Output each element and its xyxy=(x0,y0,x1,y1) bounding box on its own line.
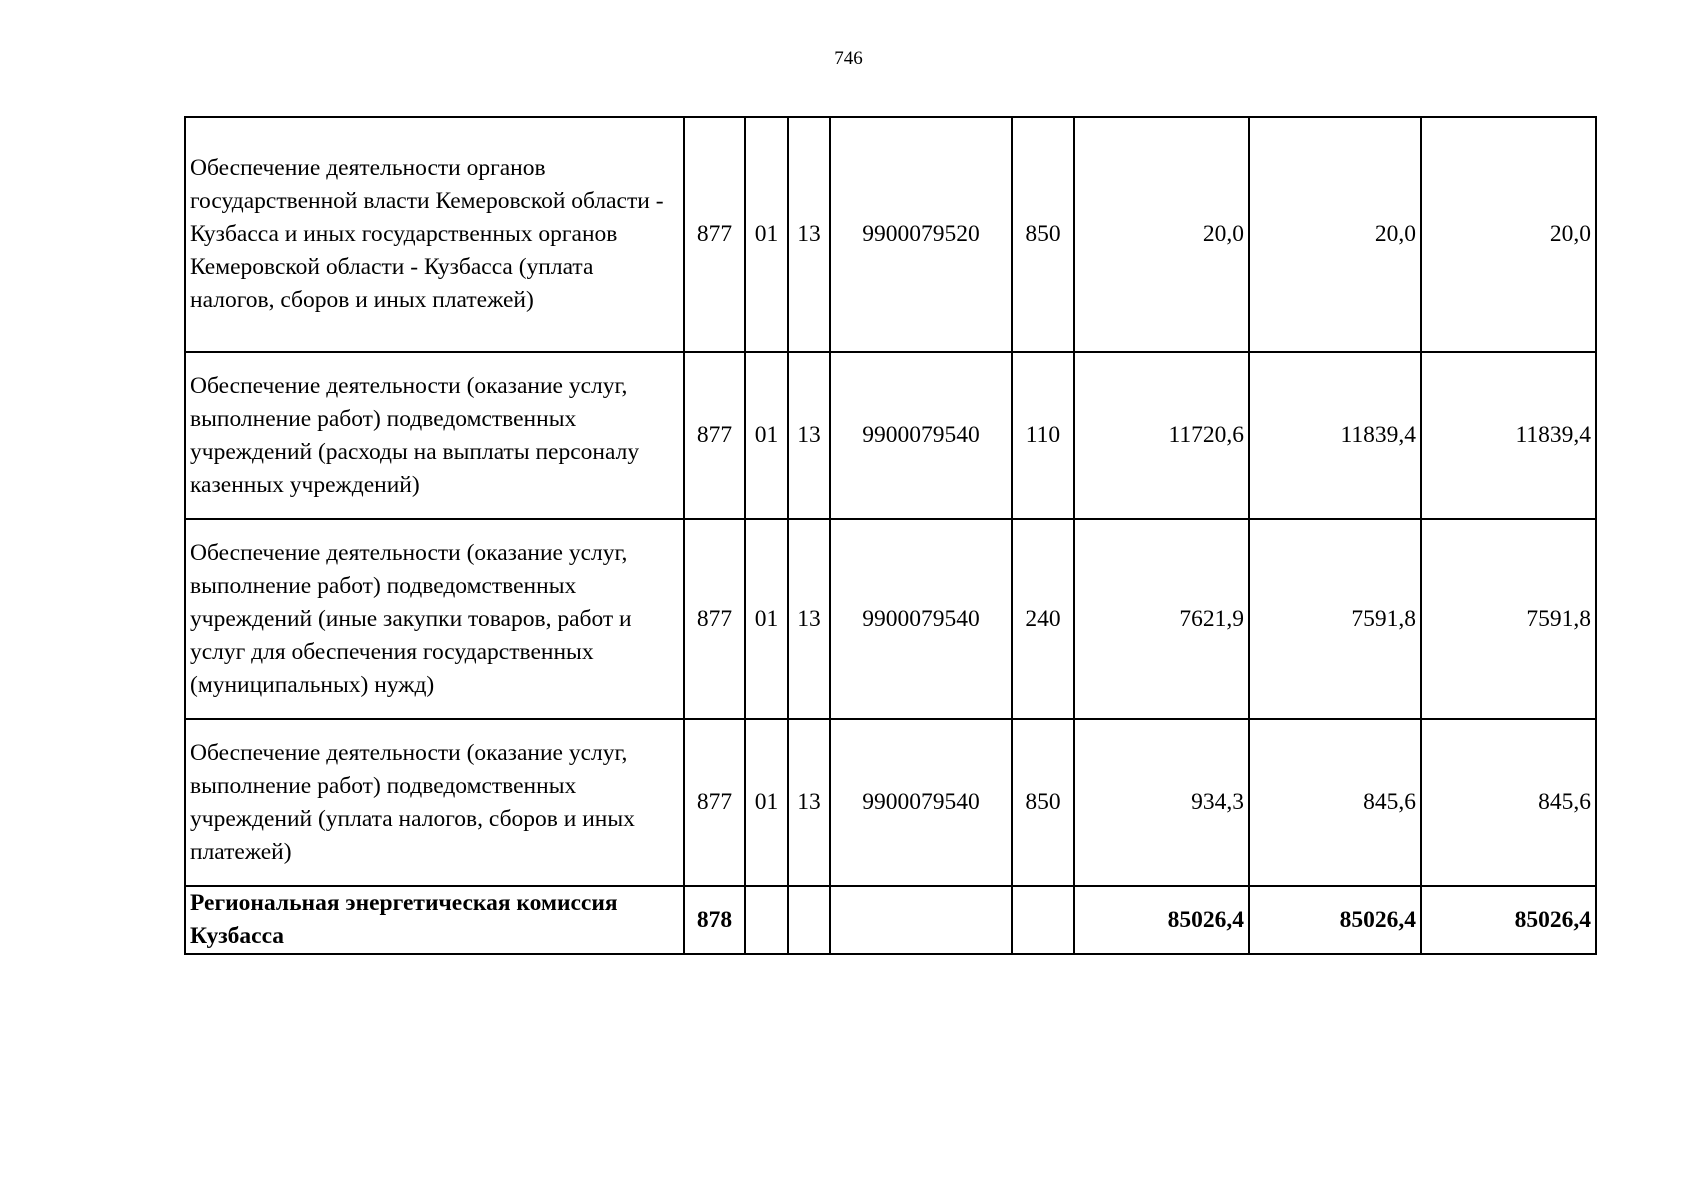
expense-type-code xyxy=(1012,886,1074,954)
subsection-code: 13 xyxy=(788,719,830,886)
table-row xyxy=(185,519,1596,719)
table-row-total xyxy=(185,886,1596,954)
row-description: Обеспечение деятельности (оказание услуг, выполнение работ) подведомственных учреждений (уплата налогов, сборов и иных платежей) xyxy=(185,719,684,886)
row-description: Обеспечение деятельности (оказание услуг, выполнение работ) подведомственных учреждений (иные закупки товаров, работ и услуг для обеспечения государственных (муниципальных) нужд) xyxy=(185,519,684,719)
target-item-code xyxy=(830,886,1012,954)
section-code: 01 xyxy=(745,352,788,519)
amount-year-1: 7621,9 xyxy=(1074,519,1249,719)
ministry-code: 877 xyxy=(684,719,745,886)
target-item-code: 9900079540 xyxy=(830,352,1012,519)
page-number: 746 xyxy=(834,48,863,69)
amount-year-1: 11720,6 xyxy=(1074,352,1249,519)
budget-table xyxy=(184,116,1597,955)
section-code xyxy=(745,886,788,954)
subsection-code xyxy=(788,886,830,954)
row-description: Обеспечение деятельности органов государственной власти Кемеровской области - Кузбасса и иных государственных органов Кемеровской области - Кузбасса (уплата налогов, сборов и иных платежей) xyxy=(185,117,684,352)
subsection-code: 13 xyxy=(788,352,830,519)
amount-year-2: 85026,4 xyxy=(1249,886,1421,954)
expense-type-code: 110 xyxy=(1012,352,1074,519)
row-description: Региональная энергетическая комиссия Кузбасса xyxy=(185,886,684,954)
section-code: 01 xyxy=(745,719,788,886)
amount-year-2: 20,0 xyxy=(1249,117,1421,352)
table-row xyxy=(185,117,1596,352)
expense-type-code: 850 xyxy=(1012,719,1074,886)
amount-year-2: 7591,8 xyxy=(1249,519,1421,719)
ministry-code: 877 xyxy=(684,117,745,352)
target-item-code: 9900079520 xyxy=(830,117,1012,352)
subsection-code: 13 xyxy=(788,117,830,352)
section-code: 01 xyxy=(745,519,788,719)
amount-year-1: 934,3 xyxy=(1074,719,1249,886)
amount-year-3: 85026,4 xyxy=(1421,886,1596,954)
target-item-code: 9900079540 xyxy=(830,519,1012,719)
amount-year-2: 11839,4 xyxy=(1249,352,1421,519)
amount-year-2: 845,6 xyxy=(1249,719,1421,886)
section-code: 01 xyxy=(745,117,788,352)
table-row xyxy=(185,352,1596,519)
amount-year-3: 845,6 xyxy=(1421,719,1596,886)
amount-year-3: 20,0 xyxy=(1421,117,1596,352)
amount-year-1: 85026,4 xyxy=(1074,886,1249,954)
table-row xyxy=(185,719,1596,886)
subsection-code: 13 xyxy=(788,519,830,719)
ministry-code: 877 xyxy=(684,352,745,519)
amount-year-3: 11839,4 xyxy=(1421,352,1596,519)
amount-year-1: 20,0 xyxy=(1074,117,1249,352)
expense-type-code: 240 xyxy=(1012,519,1074,719)
target-item-code: 9900079540 xyxy=(830,719,1012,886)
ministry-code: 877 xyxy=(684,519,745,719)
expense-type-code: 850 xyxy=(1012,117,1074,352)
row-description: Обеспечение деятельности (оказание услуг, выполнение работ) подведомственных учреждений (расходы на выплаты персоналу казенных учреждений) xyxy=(185,352,684,519)
amount-year-3: 7591,8 xyxy=(1421,519,1596,719)
ministry-code: 878 xyxy=(684,886,745,954)
